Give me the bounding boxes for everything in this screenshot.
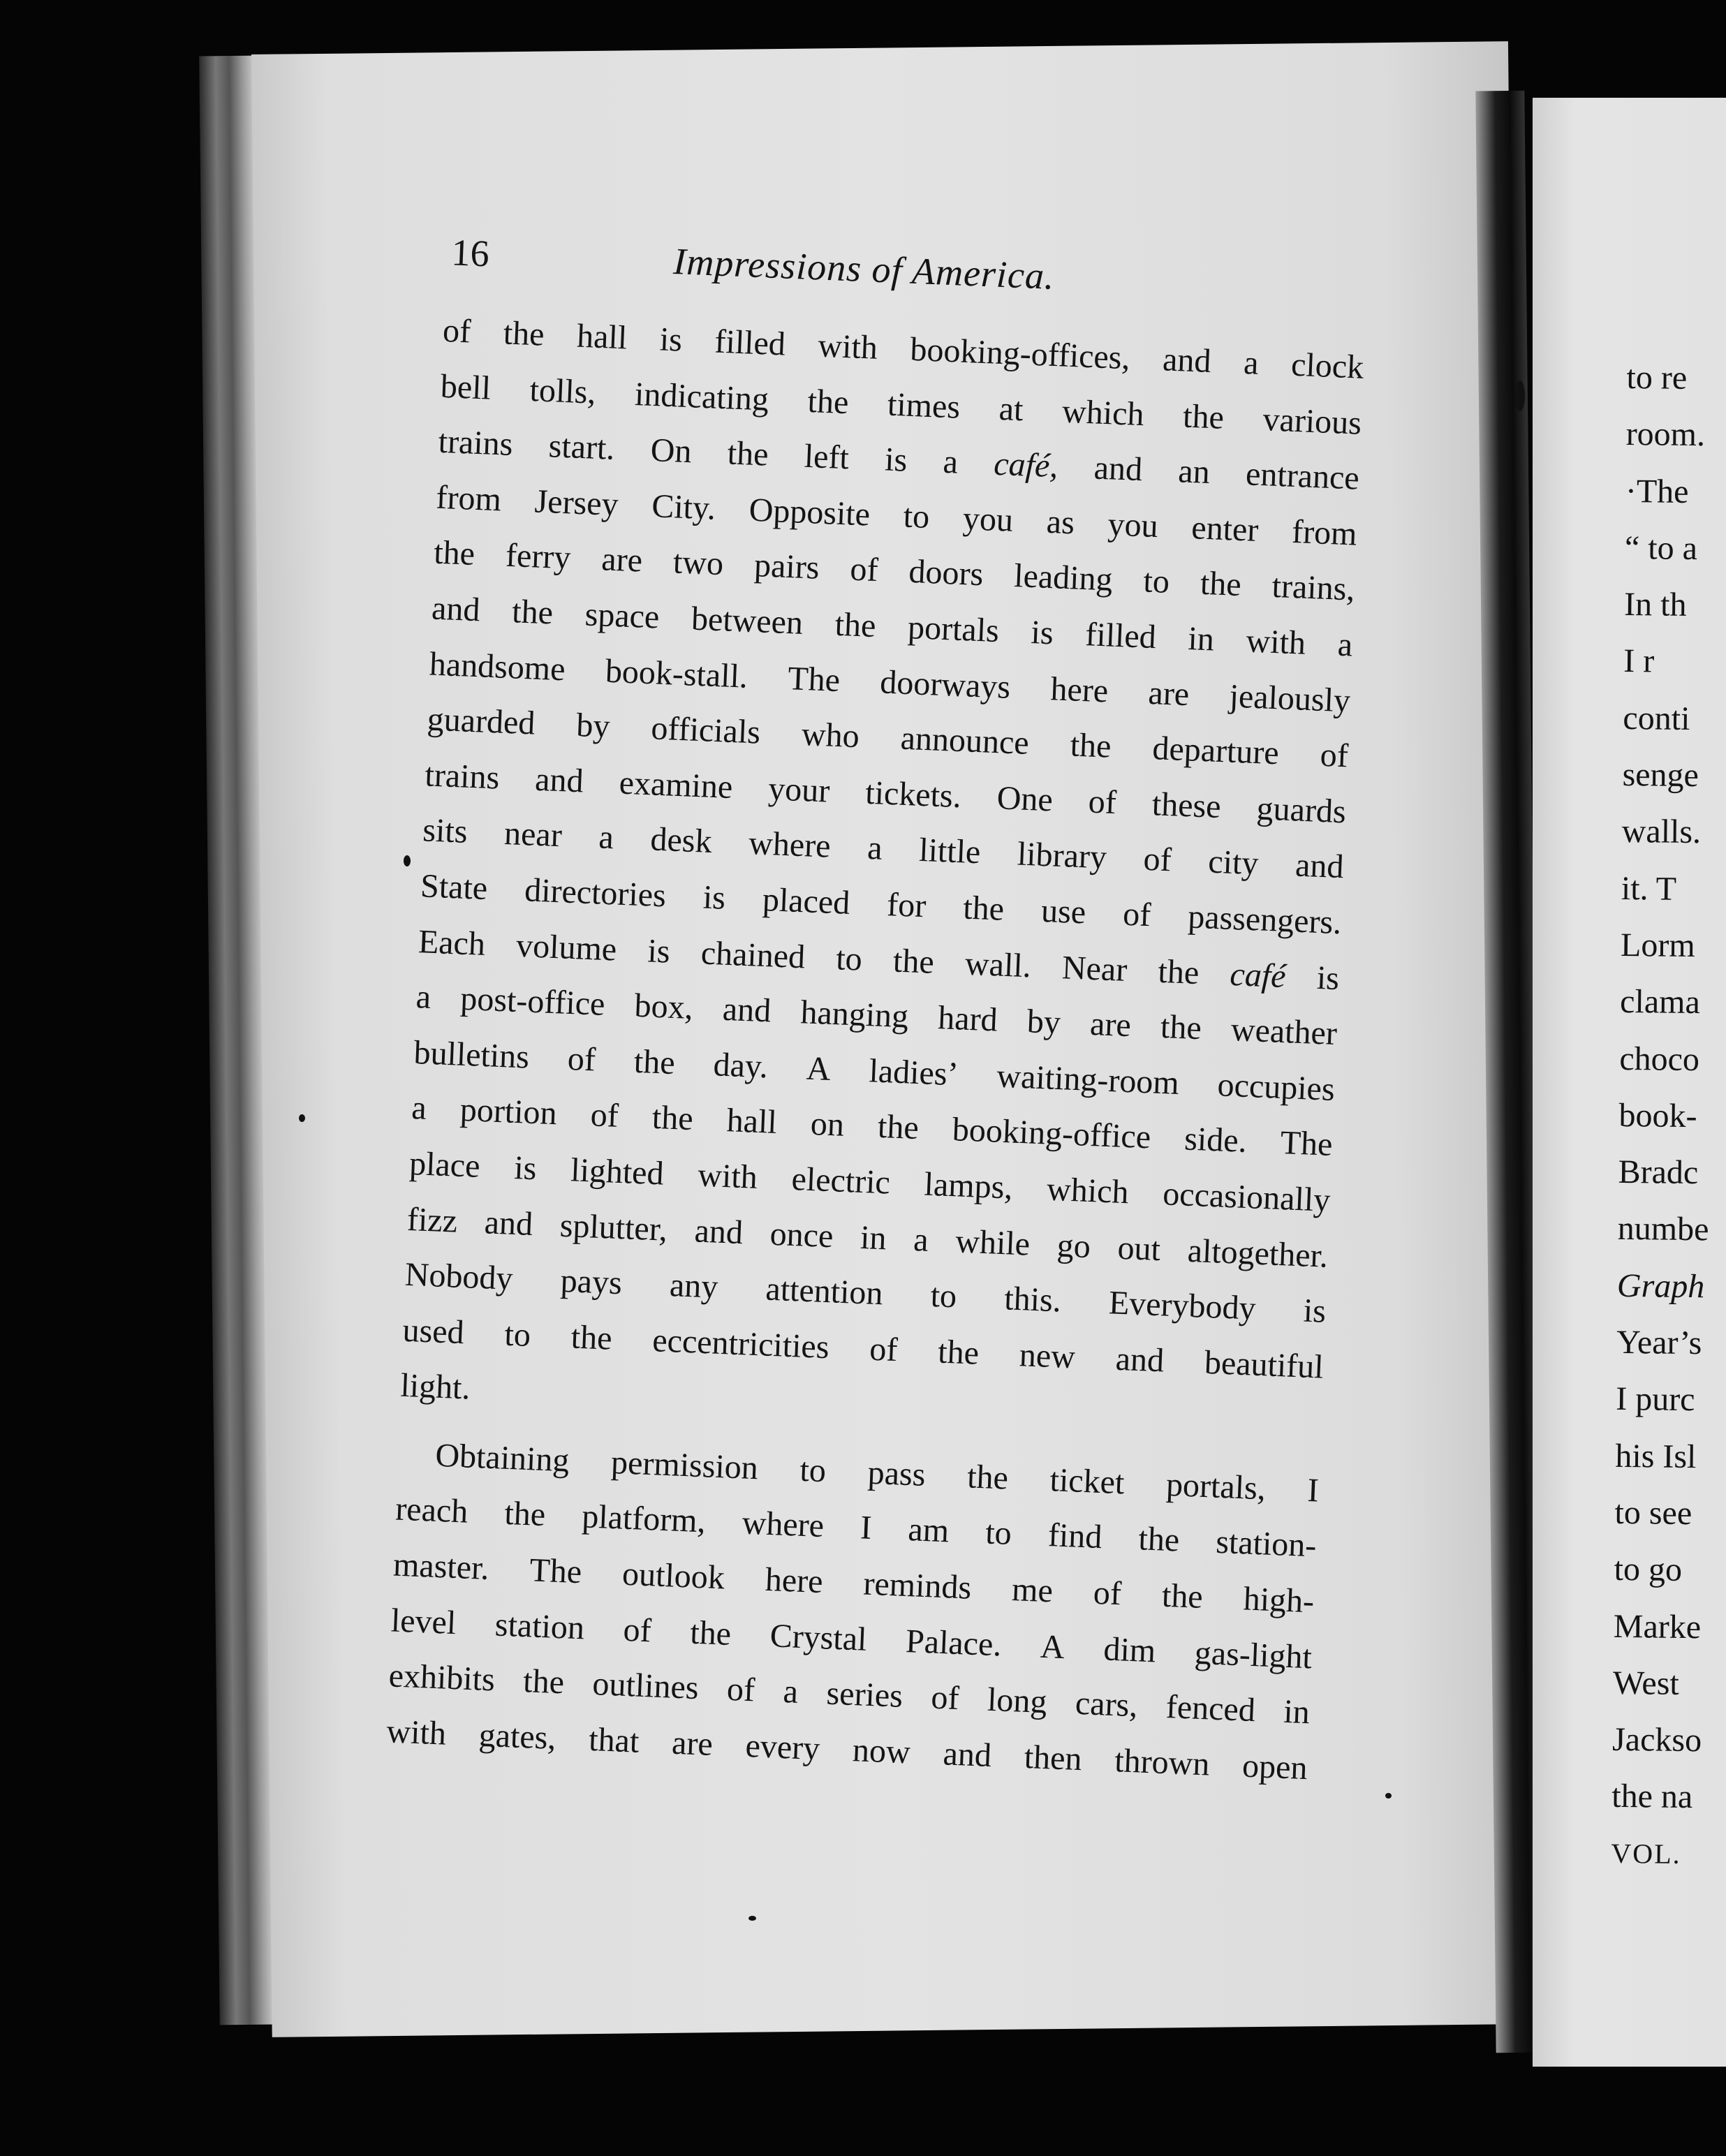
word: a bbox=[1336, 626, 1354, 664]
word: left bbox=[803, 438, 850, 477]
word: The bbox=[787, 659, 841, 699]
word: are bbox=[1147, 674, 1190, 713]
word: in bbox=[1187, 620, 1215, 658]
word: station- bbox=[1215, 1523, 1318, 1565]
word: a bbox=[913, 1220, 929, 1259]
word: café, bbox=[993, 445, 1059, 485]
word: out bbox=[1116, 1229, 1162, 1268]
word: Near bbox=[1061, 948, 1128, 989]
word: the bbox=[502, 314, 545, 353]
word: go bbox=[1056, 1226, 1091, 1265]
word: beautiful bbox=[1204, 1343, 1325, 1386]
word: to bbox=[984, 1514, 1012, 1553]
word: little bbox=[918, 832, 982, 871]
word: hanging bbox=[799, 994, 910, 1035]
facing-page-line: the na bbox=[1611, 1778, 1693, 1816]
word: weather bbox=[1230, 1011, 1338, 1053]
word: to bbox=[799, 1451, 827, 1490]
word: with bbox=[1245, 622, 1307, 662]
word: in bbox=[1283, 1693, 1311, 1732]
word: One bbox=[996, 779, 1054, 819]
word: a bbox=[782, 1673, 799, 1711]
word: start. bbox=[547, 427, 616, 468]
word: space bbox=[584, 596, 661, 636]
word: waiting-room bbox=[996, 1057, 1180, 1102]
word: the bbox=[1137, 1520, 1181, 1560]
word: fizz bbox=[406, 1200, 459, 1240]
word: between bbox=[691, 600, 804, 642]
word: outlook bbox=[621, 1555, 725, 1597]
word: of bbox=[442, 311, 472, 350]
word: me bbox=[1011, 1571, 1054, 1610]
word: On bbox=[649, 431, 693, 471]
word: Everybody bbox=[1108, 1284, 1257, 1327]
word: portals bbox=[907, 608, 1000, 650]
word: with bbox=[817, 327, 878, 367]
facing-page-line: I r bbox=[1623, 642, 1655, 680]
body-text bbox=[385, 303, 1365, 1796]
word: booking-office bbox=[951, 1111, 1152, 1156]
word: eccentricities bbox=[651, 1321, 830, 1366]
facing-page-line: numbe bbox=[1617, 1210, 1709, 1248]
word: enter bbox=[1190, 508, 1260, 549]
word: occupies bbox=[1216, 1066, 1336, 1108]
word: directories bbox=[524, 871, 667, 915]
word: used bbox=[401, 1311, 465, 1351]
word: doorways bbox=[879, 663, 1012, 706]
word: of bbox=[566, 1040, 597, 1079]
word: the bbox=[1161, 1577, 1204, 1616]
word: any bbox=[669, 1267, 719, 1306]
word: is bbox=[884, 441, 908, 479]
facing-page-line: I purc bbox=[1615, 1380, 1695, 1419]
word: entrance bbox=[1245, 455, 1360, 497]
word: I bbox=[860, 1509, 873, 1547]
word: handsome bbox=[429, 645, 566, 688]
word: departure bbox=[1151, 730, 1280, 772]
word: of bbox=[622, 1611, 652, 1649]
word: leading bbox=[1013, 557, 1114, 599]
word: announce bbox=[899, 719, 1030, 762]
word: indicating bbox=[634, 375, 770, 418]
word: every bbox=[744, 1727, 821, 1768]
word: splutter, bbox=[559, 1206, 668, 1248]
facing-page-line: Marke bbox=[1613, 1607, 1702, 1646]
word: with bbox=[385, 1713, 448, 1752]
word: day. bbox=[712, 1046, 769, 1086]
word: with bbox=[697, 1156, 758, 1196]
facing-page-line: to re bbox=[1626, 358, 1688, 397]
word: post-office bbox=[459, 980, 606, 1024]
word: trains, bbox=[1271, 568, 1356, 608]
word: light. bbox=[399, 1366, 471, 1407]
word: exhibits bbox=[388, 1657, 496, 1699]
word: you bbox=[962, 499, 1015, 539]
word: the bbox=[877, 1108, 920, 1147]
facing-page-line: conti bbox=[1623, 699, 1690, 737]
word: to bbox=[902, 497, 931, 536]
word: gas-light bbox=[1193, 1634, 1313, 1676]
word: place bbox=[408, 1144, 481, 1185]
word: of bbox=[726, 1671, 756, 1709]
word: by bbox=[1026, 1003, 1061, 1042]
word: and bbox=[431, 589, 481, 629]
word: A bbox=[1040, 1627, 1065, 1666]
word: and bbox=[721, 990, 772, 1030]
word: that bbox=[588, 1720, 640, 1760]
word: filled bbox=[714, 323, 786, 363]
facing-page-line: “ to a bbox=[1624, 529, 1698, 567]
word: occasionally bbox=[1162, 1175, 1332, 1219]
word: are bbox=[600, 540, 644, 579]
facing-page-line: Year’s bbox=[1616, 1323, 1702, 1362]
word: who bbox=[801, 716, 860, 755]
word: pairs bbox=[753, 547, 820, 587]
facing-page-line: Graph bbox=[1616, 1267, 1705, 1305]
facing-page-line: Lorm bbox=[1620, 926, 1695, 965]
word: altogether. bbox=[1186, 1232, 1329, 1275]
word: ticket bbox=[1049, 1461, 1126, 1502]
word: open bbox=[1241, 1747, 1308, 1787]
page-number: 16 bbox=[450, 231, 490, 275]
word: are bbox=[1089, 1005, 1132, 1044]
word: cars, bbox=[1075, 1685, 1139, 1725]
word: café bbox=[1229, 955, 1287, 995]
facing-page-line: VOL. bbox=[1611, 1837, 1681, 1870]
word: an bbox=[1177, 452, 1211, 492]
word: you bbox=[1107, 505, 1159, 545]
word: of bbox=[1087, 783, 1117, 821]
word: the bbox=[892, 942, 935, 981]
word: the bbox=[689, 1614, 732, 1653]
word: and bbox=[693, 1211, 744, 1251]
word: dim bbox=[1102, 1630, 1157, 1670]
word: permission bbox=[610, 1443, 759, 1487]
word: various bbox=[1262, 400, 1362, 442]
facing-page-line: it. T bbox=[1621, 869, 1677, 908]
facing-page-line: senge bbox=[1622, 756, 1699, 795]
facing-page-line: choco bbox=[1619, 1040, 1700, 1078]
word: gates, bbox=[478, 1716, 557, 1757]
word: A bbox=[805, 1049, 832, 1088]
word: of bbox=[1319, 736, 1349, 775]
word: side. bbox=[1183, 1120, 1248, 1160]
word: bell bbox=[439, 367, 492, 407]
word: here bbox=[1049, 670, 1109, 710]
word: to bbox=[929, 1277, 958, 1315]
word: this. bbox=[1003, 1280, 1062, 1320]
word: hall bbox=[725, 1102, 778, 1142]
word: lighted bbox=[570, 1151, 665, 1193]
word: station bbox=[494, 1606, 586, 1647]
word: now bbox=[852, 1731, 911, 1771]
word: of bbox=[1092, 1574, 1123, 1613]
word: Opposite bbox=[748, 491, 871, 533]
facing-page-line: book- bbox=[1618, 1096, 1697, 1135]
word: then bbox=[1023, 1738, 1083, 1778]
word: the bbox=[962, 889, 1005, 928]
word: electric bbox=[790, 1160, 891, 1202]
word: thrown bbox=[1114, 1742, 1211, 1783]
word: pays bbox=[559, 1262, 623, 1302]
word: ladies’ bbox=[868, 1051, 959, 1093]
word: which bbox=[1046, 1170, 1130, 1211]
word: The bbox=[529, 1551, 583, 1591]
word: use bbox=[1040, 892, 1087, 931]
word: platform, bbox=[581, 1498, 707, 1540]
word: is bbox=[1302, 1292, 1327, 1330]
word: library bbox=[1017, 835, 1108, 876]
word: are bbox=[671, 1724, 714, 1763]
word: a bbox=[866, 829, 883, 868]
facing-page-line: Jackso bbox=[1611, 1721, 1702, 1759]
word: a bbox=[415, 978, 432, 1017]
word: attention bbox=[765, 1270, 884, 1313]
word: the bbox=[806, 382, 850, 421]
word: reach bbox=[394, 1491, 469, 1531]
word: and bbox=[1294, 846, 1345, 886]
facing-page-line: Bradc bbox=[1618, 1153, 1699, 1192]
scan-speck bbox=[748, 1916, 756, 1921]
word: times bbox=[887, 385, 961, 426]
word: I bbox=[1306, 1471, 1320, 1509]
facing-page-line: ·The bbox=[1625, 472, 1689, 510]
word: the bbox=[834, 605, 877, 645]
word: of bbox=[849, 550, 879, 589]
word: the bbox=[633, 1042, 676, 1081]
word: portion bbox=[459, 1091, 558, 1132]
word: clock bbox=[1290, 346, 1365, 386]
facing-page-line: to go bbox=[1614, 1551, 1683, 1589]
word: new bbox=[1018, 1336, 1076, 1376]
word: box, bbox=[633, 987, 694, 1027]
word: book-stall. bbox=[605, 652, 748, 695]
word: to bbox=[835, 939, 863, 978]
word: while bbox=[954, 1222, 1031, 1263]
word: and bbox=[942, 1735, 993, 1774]
word: the bbox=[522, 1662, 566, 1701]
word: to bbox=[1142, 562, 1171, 601]
word: trains bbox=[437, 422, 514, 464]
word: of bbox=[869, 1330, 899, 1368]
word: series bbox=[825, 1674, 903, 1715]
word: which bbox=[1061, 392, 1145, 433]
word: of bbox=[589, 1096, 619, 1135]
word: filled bbox=[1084, 616, 1157, 656]
scan-speck bbox=[404, 855, 411, 866]
word: on bbox=[809, 1105, 845, 1144]
word: fenced bbox=[1165, 1688, 1256, 1729]
word: as bbox=[1045, 503, 1075, 542]
word: and bbox=[1162, 341, 1212, 381]
facing-page-text bbox=[1611, 349, 1718, 1882]
word: and bbox=[483, 1203, 534, 1243]
facing-page-line: his Isl bbox=[1615, 1437, 1697, 1475]
word: placed bbox=[762, 880, 851, 922]
word: at bbox=[998, 390, 1024, 428]
word: is bbox=[513, 1149, 538, 1188]
word: in bbox=[860, 1218, 887, 1257]
word: a bbox=[1243, 344, 1260, 382]
word: chained bbox=[700, 933, 806, 975]
word: is bbox=[1030, 614, 1054, 652]
word: the bbox=[1069, 726, 1112, 765]
scan-speck bbox=[1515, 381, 1525, 411]
word: wall. bbox=[964, 945, 1032, 984]
word: the bbox=[1160, 1008, 1202, 1047]
word: of bbox=[1122, 895, 1152, 934]
word: a bbox=[411, 1089, 427, 1128]
word: outlines bbox=[591, 1665, 700, 1707]
word: Palace. bbox=[905, 1622, 1003, 1664]
word: city bbox=[1207, 843, 1260, 883]
word: is bbox=[647, 931, 671, 970]
word: hall bbox=[576, 317, 628, 357]
word: the bbox=[1157, 952, 1200, 991]
word: Nobody bbox=[404, 1255, 514, 1298]
word: the bbox=[937, 1333, 980, 1372]
word: tickets. bbox=[864, 774, 962, 815]
word: Each bbox=[418, 922, 487, 963]
word: guarded bbox=[426, 700, 536, 742]
word: The bbox=[1279, 1124, 1334, 1164]
left-page-text bbox=[385, 230, 1368, 1796]
word: City. bbox=[651, 487, 717, 527]
facing-page-line: In th bbox=[1623, 586, 1687, 624]
word: Crystal bbox=[769, 1616, 868, 1658]
word: by bbox=[575, 707, 611, 746]
word: examine bbox=[618, 764, 734, 806]
word: near bbox=[503, 815, 563, 855]
word: is bbox=[702, 878, 726, 917]
word: a bbox=[942, 443, 959, 481]
word: jealously bbox=[1228, 677, 1351, 720]
facing-page-line: West bbox=[1612, 1664, 1680, 1702]
word: sits bbox=[422, 811, 469, 851]
scan-speck bbox=[1385, 1793, 1392, 1799]
running-title: Impressions of America. bbox=[672, 240, 1056, 297]
word: master. bbox=[392, 1546, 490, 1588]
word: and bbox=[1114, 1340, 1165, 1380]
word: officials bbox=[650, 709, 761, 751]
facing-page-line: clama bbox=[1619, 983, 1701, 1021]
word: volume bbox=[515, 926, 618, 968]
word: portals, bbox=[1165, 1465, 1267, 1507]
word: desk bbox=[649, 820, 713, 861]
word: State bbox=[420, 867, 489, 908]
word: high- bbox=[1242, 1580, 1315, 1620]
word: doors bbox=[908, 553, 984, 593]
word: the bbox=[433, 534, 476, 573]
word: where bbox=[741, 1504, 825, 1545]
word: hard bbox=[937, 999, 998, 1039]
word: is bbox=[658, 320, 683, 359]
word: Jersey bbox=[533, 482, 619, 523]
word: guards bbox=[1255, 789, 1347, 831]
word: level bbox=[390, 1602, 457, 1641]
word: a bbox=[598, 818, 614, 857]
word: and bbox=[534, 760, 584, 800]
facing-page-line: to see bbox=[1614, 1493, 1692, 1533]
word: lamps, bbox=[923, 1165, 1014, 1206]
word: your bbox=[767, 769, 831, 810]
word: of bbox=[1142, 841, 1172, 879]
word: the bbox=[966, 1458, 1009, 1497]
word: the bbox=[570, 1318, 613, 1357]
word: am bbox=[907, 1511, 950, 1550]
word: these bbox=[1151, 785, 1222, 825]
word: long bbox=[987, 1681, 1048, 1721]
facing-page-line: room. bbox=[1625, 415, 1706, 454]
word: find bbox=[1047, 1516, 1103, 1556]
word: the bbox=[726, 434, 769, 473]
word: bulletins bbox=[413, 1033, 530, 1076]
word: here bbox=[764, 1560, 824, 1601]
facing-page-line: walls. bbox=[1621, 813, 1702, 851]
word: of bbox=[930, 1678, 960, 1718]
word: booking-offices, bbox=[909, 330, 1131, 377]
word: the bbox=[511, 593, 554, 632]
word: to bbox=[503, 1315, 532, 1354]
scan-speck bbox=[299, 1114, 305, 1122]
word: Obtaining bbox=[434, 1436, 570, 1479]
word: the bbox=[651, 1099, 694, 1138]
word: passengers. bbox=[1187, 898, 1343, 942]
word: reminds bbox=[862, 1565, 973, 1607]
word: once bbox=[769, 1215, 834, 1255]
word: where bbox=[748, 825, 832, 866]
word: from bbox=[435, 478, 502, 519]
word: the bbox=[503, 1495, 547, 1534]
word: for bbox=[886, 886, 927, 925]
word: ferry bbox=[505, 537, 572, 577]
word: tolls, bbox=[529, 371, 597, 411]
word: and bbox=[1093, 449, 1144, 489]
word: the bbox=[1182, 397, 1225, 436]
word: is bbox=[1315, 959, 1341, 997]
word: pass bbox=[866, 1454, 927, 1493]
word: two bbox=[672, 543, 725, 583]
word: the bbox=[1200, 565, 1242, 604]
word: from bbox=[1291, 512, 1358, 553]
word: trains bbox=[424, 756, 501, 797]
